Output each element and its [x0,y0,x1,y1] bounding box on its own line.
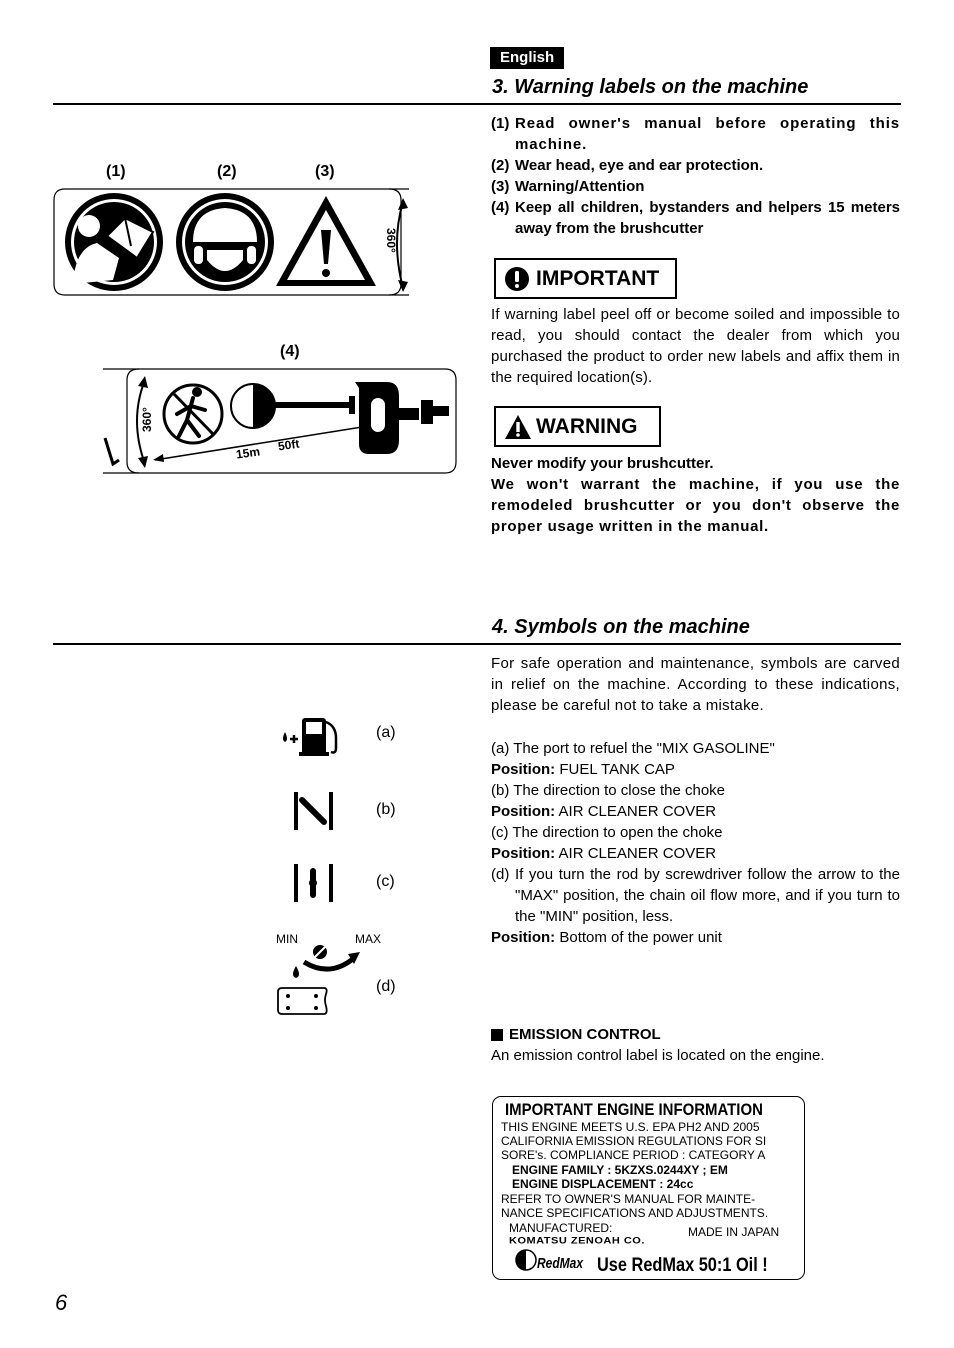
section-4-title: 4. Symbols on the machine [492,616,750,638]
warning-box [494,406,661,447]
figure-label-1: (1) [106,163,126,180]
important-box [494,258,677,299]
section-3-title: 3. Warning labels on the machine [492,76,809,98]
warning-labels-list [491,113,900,239]
square-bullet-icon [491,1029,503,1041]
warning-label-strip [53,188,411,298]
max-label: MAX [355,932,382,946]
manufacturer-logo: KOMATSU ZENOAH CO. [509,1235,645,1247]
engine-info-line: CALIFORNIA EMISSION REGULATIONS FOR SI [501,1134,767,1148]
min-label: MIN [276,932,298,946]
read-manual-icon [65,193,163,291]
symbol-b-position: Position: AIR CLEANER COVER [491,803,717,820]
symbol-a-label: (a) [376,724,396,741]
list-item: (3) Warning/Attention [491,178,645,195]
warning-line-1: Never modify your brushcutter. [491,455,714,472]
figure-label-4: (4) [280,343,300,360]
made-in: MADE IN JAPAN [688,1225,780,1239]
figure-label-3: (3) [315,163,335,180]
section-3-rule [53,103,901,105]
rotation-degrees-bottom: 360° [140,407,154,432]
rotation-degrees-top: 360° [384,228,398,253]
emission-heading: EMISSION CONTROL [491,1026,661,1043]
keep-away-label [103,368,459,478]
engine-displacement: ENGINE DISPLACEMENT : 24cc [512,1177,694,1191]
symbols-intro: For safe operation and maintenance, symbols are carved in relief on the machine. According to these indications, please be careful not to take a mistake. [491,655,900,714]
choke-open-icon [290,862,338,906]
engine-info-label [492,1096,805,1280]
chain-oil-adjust-icon [276,944,366,1020]
section-4-rule [53,643,901,645]
engine-info-line: REFER TO OWNER'S MANUAL FOR MAINTE- [501,1192,756,1206]
warning-triangle-icon [504,414,532,440]
distance-feet: 50ft [277,436,301,454]
no-bystanders-icon [164,385,222,443]
symbol-b-text: (b) The direction to close the choke [491,782,726,799]
engine-info-title: IMPORTANT ENGINE INFORMATION [505,1100,763,1119]
symbol-c-position: Position: AIR CLEANER COVER [491,845,717,862]
symbol-d-label: (d) [376,978,396,995]
exclamation-icon [504,266,530,292]
list-item: (2) Wear head, eye and ear protection. [491,157,764,174]
symbol-c-label: (c) [376,873,395,890]
symbols-descriptions [491,738,900,948]
symbol-a-position: Position: FUEL TANK CAP [491,761,675,778]
list-item: (4) Keep all children, bystanders and helpers 15 meters away from the brushcutter [491,199,900,237]
page-number: 6 [55,1290,68,1315]
figure-label-2: (2) [217,163,237,180]
warning-line-2: We won't warrant the machine, if you use the remodeled brushcutter or you don't observe the proper usage written in the manual. [491,476,900,535]
manufactured-label: MANUFACTURED: [509,1221,613,1235]
warning-attention-icon [276,196,376,286]
important-text: If warning label peel off or become soiled and impossible to read, you should contact the dealer from which you purchased the product to order new labels and affix them in the required location(s). [491,306,900,386]
engine-info-line: THIS ENGINE MEETS U.S. EPA PH2 AND 2005 [501,1120,760,1134]
choke-close-icon [290,790,338,834]
emission-text: An emission control label is located on the engine. [491,1047,825,1064]
important-label: IMPORTANT [536,266,660,290]
symbol-c-text: (c) The direction to open the choke [491,824,723,841]
list-item: (1) Read owner's manual before operating this machine. [491,115,900,153]
redmax-brand: RedMax [537,1255,584,1272]
symbol-a-text: (a) The port to refuel the "MIX GASOLINE" [491,740,775,757]
language-tab: English [490,47,564,69]
engine-info-line: NANCE SPECIFICATIONS AND ADJUSTMENTS. [501,1206,769,1220]
rotation-360-icon [397,198,408,292]
warning-label: WARNING [536,414,638,438]
engine-info-line: SORE's. COMPLIANCE PERIOD : CATEGORY A [501,1148,766,1162]
symbol-d-text: (d) If you turn the rod by screwdriver follow the arrow to the "MAX" position, the chain oil flow more, and if you turn to the "MIN" position, less. [491,866,900,925]
redmax-logo-icon [515,1249,537,1271]
oil-slogan: Use RedMax 50:1 Oil ! [597,1255,768,1276]
protective-gear-icon [176,193,274,291]
distance-meters: 15m [235,444,261,462]
symbol-b-label: (b) [376,801,396,818]
engine-family: ENGINE FAMILY : 5KZXS.0244XY ; EM [512,1163,728,1177]
symbol-d-position: Position: Bottom of the power unit [491,929,722,946]
fuel-mix-icon [276,712,344,760]
